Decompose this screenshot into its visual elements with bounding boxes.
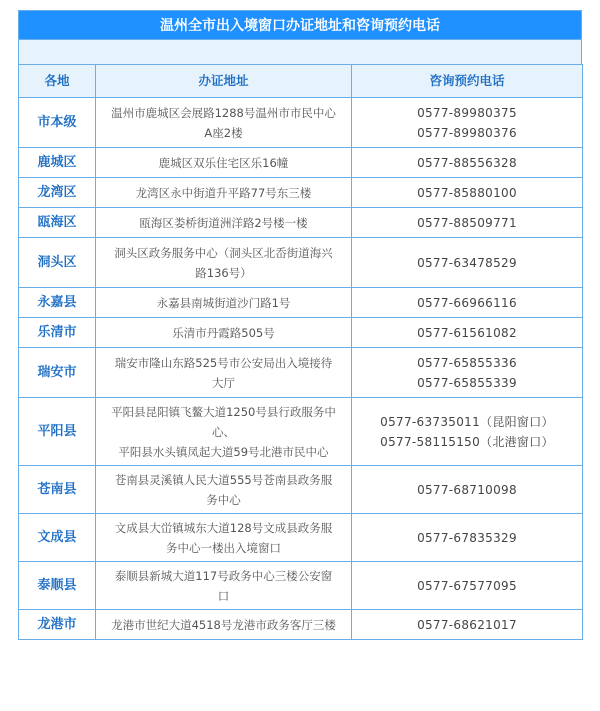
address-line: 务中心一楼出入境窗口 (166, 540, 281, 555)
table-row (19, 208, 583, 238)
phone-cell (352, 148, 583, 178)
district-cell: 泰顺县 (19, 562, 96, 610)
phone-cell (352, 562, 583, 610)
address-line: 路136号） (195, 265, 252, 280)
phone-number: 0577-63478529 (417, 255, 517, 270)
address-line: 永嘉县南城街道沙门路1号 (156, 295, 291, 310)
address-line: 口 (217, 588, 230, 603)
address-cell (96, 318, 352, 348)
district-cell: 龙港市 (19, 610, 96, 640)
address-line: 大厅 (212, 375, 235, 390)
phone-cell (352, 318, 583, 348)
district-cell: 洞头区 (19, 238, 96, 288)
address-line: 鹿城区双乐住宅区乐16幢 (158, 155, 289, 170)
district-cell: 乐清市 (19, 318, 96, 348)
table-row (19, 238, 583, 288)
phone-number: 0577-88556328 (417, 155, 517, 170)
address-cell (96, 610, 352, 640)
address-line: 龙湾区永中街道升平路77号东三楼 (135, 185, 312, 200)
table-row (19, 98, 583, 148)
phone-cell (352, 238, 583, 288)
phone-number: 0577-89980376 (417, 125, 517, 140)
address-cell (96, 466, 352, 514)
phone-cell (352, 288, 583, 318)
table-body (19, 98, 583, 640)
table-row (19, 148, 583, 178)
address-cell (96, 178, 352, 208)
address-line: A座2楼 (204, 125, 243, 140)
phone-number: 0577-66966116 (417, 295, 517, 310)
phone-number: 0577-61561082 (417, 325, 517, 340)
table-row (19, 398, 583, 466)
header-address: 办证地址 (96, 65, 352, 98)
district-cell: 瓯海区 (19, 208, 96, 238)
phone-cell (352, 398, 583, 466)
title-spacer (18, 40, 582, 64)
table-row (19, 178, 583, 208)
phone-number: 0577-85880100 (417, 185, 517, 200)
district-cell: 永嘉县 (19, 288, 96, 318)
phone-cell (352, 208, 583, 238)
phone-cell (352, 466, 583, 514)
address-line: 瓯海区娄桥街道洲洋路2号楼一楼 (139, 215, 308, 230)
address-line: 平阳县水头镇凤起大道59号北港市民中心 (118, 444, 329, 459)
table-header-row (19, 65, 583, 98)
address-cell (96, 238, 352, 288)
address-cell (96, 398, 352, 466)
phone-cell (352, 610, 583, 640)
phone-number: 0577-68621017 (417, 617, 517, 632)
phone-number: 0577-58115150（北港窗口） (380, 434, 554, 449)
phone-number: 0577-63735011（昆阳窗口） (380, 414, 554, 429)
phone-number: 0577-65855339 (417, 375, 517, 390)
phone-number: 0577-67577095 (417, 578, 517, 593)
address-cell (96, 348, 352, 398)
table-row (19, 318, 583, 348)
address-cell (96, 288, 352, 318)
table-row (19, 348, 583, 398)
address-line: 洞头区政务服务中心（洞头区北岙街道海兴 (114, 245, 333, 260)
address-cell (96, 514, 352, 562)
address-line: 文成县大峃镇城东大道128号文成县政务服 (114, 520, 333, 535)
phone-cell (352, 98, 583, 148)
address-line: 乐清市丹霞路505号 (172, 325, 275, 340)
table-row (19, 288, 583, 318)
address-cell (96, 98, 352, 148)
phone-cell (352, 178, 583, 208)
district-cell: 文成县 (19, 514, 96, 562)
info-table (18, 64, 583, 640)
table-row (19, 562, 583, 610)
phone-number: 0577-68710098 (417, 482, 517, 497)
address-line: 心、 (212, 424, 235, 439)
header-district: 各地 (19, 65, 96, 98)
district-cell: 鹿城区 (19, 148, 96, 178)
address-line: 瑞安市隆山东路525号市公安局出入境接待 (114, 355, 333, 370)
phone-cell (352, 514, 583, 562)
phone-number: 0577-65855336 (417, 355, 517, 370)
address-line: 龙港市世纪大道4518号龙港市政务客厅三楼 (111, 617, 336, 632)
district-cell: 市本级 (19, 98, 96, 148)
table-row (19, 466, 583, 514)
header-phone: 咨询预约电话 (352, 65, 583, 98)
address-line: 务中心 (206, 492, 241, 507)
phone-number: 0577-88509771 (417, 215, 517, 230)
document (18, 10, 582, 640)
address-cell (96, 208, 352, 238)
phone-number: 0577-67835329 (417, 530, 517, 545)
district-cell: 苍南县 (19, 466, 96, 514)
district-cell: 平阳县 (19, 398, 96, 466)
address-line: 温州市鹿城区会展路1288号温州市市民中心 (111, 105, 336, 120)
address-line: 苍南县灵溪镇人民大道555号苍南县政务服 (114, 472, 333, 487)
address-line: 平阳县昆阳镇飞鳌大道1250号县行政服务中 (111, 404, 336, 419)
page-title: 温州全市出入境窗口办证地址和咨询预约电话 (18, 10, 582, 40)
address-cell (96, 148, 352, 178)
table-row (19, 610, 583, 640)
phone-cell (352, 348, 583, 398)
table-row (19, 514, 583, 562)
district-cell: 龙湾区 (19, 178, 96, 208)
address-cell (96, 562, 352, 610)
address-line: 泰顺县新城大道117号政务中心三楼公安窗 (114, 568, 333, 583)
phone-number: 0577-89980375 (417, 105, 517, 120)
district-cell: 瑞安市 (19, 348, 96, 398)
